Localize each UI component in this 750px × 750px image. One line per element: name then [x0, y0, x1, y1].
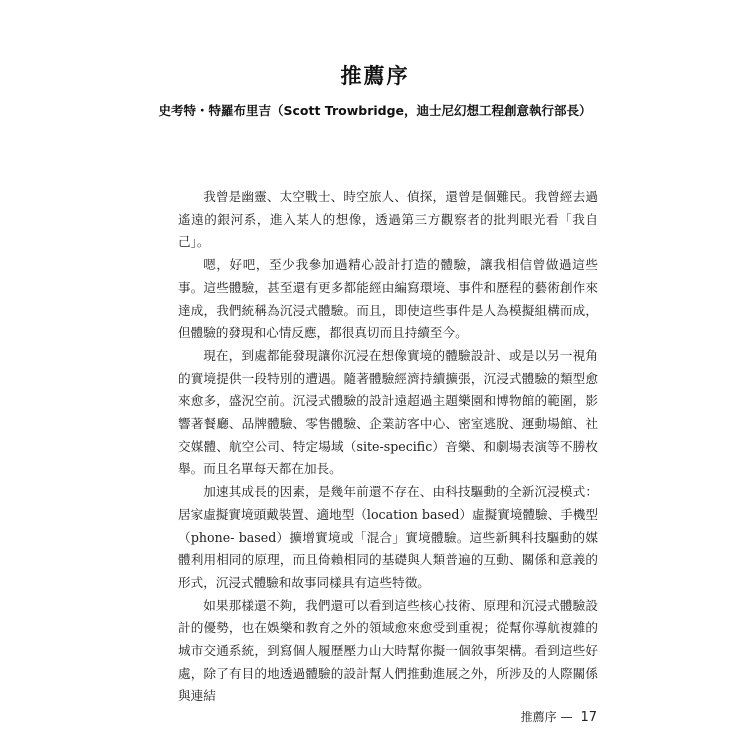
running-head: 推薦序 — — [520, 710, 573, 724]
page-footer — [521, 708, 597, 725]
paragraph-2: 嗯，好吧，至少我參加過精心設計打造的體驗，讓我相信曾做過這些事。這些體驗，甚至還有更多都能經由編寫環境、事件和歷程的藝術創作來達成，我們統稱為沉浸式體驗。而且，即使這些事件是人為模擬組構而成，但體驗的發現和心情反應，都很真切而且持續至今。 — [178, 257, 598, 341]
author-byline: 史考特・特羅布里吉（Scott Trowbridge，迪士尼幻想工程創意執行部長） — [158, 103, 592, 118]
body-text — [178, 186, 598, 708]
page-number: 17 — [580, 710, 597, 725]
paragraph-1: 我曾是幽靈、太空戰士、時空旅人、偵探，還曾是個難民。我曾經去過遙遠的銀河系，進入某人的想像，透過第三方觀察者的批判眼光看「我自己」。 — [178, 189, 598, 250]
paragraph-5: 如果那樣還不夠，我們還可以看到這些核心技術、原理和沉浸式體驗設計的優勢，也在娛樂和教育之外的領域愈來愈受到重視；從幫你導航複雜的城市交通系統，到寫個人履歷壓力山大時幫你擬一個敘事架構。看到這些好處，除了有目的地透過體驗的設計幫人們推動進展之外，所涉及的人際關係與連結 — [178, 597, 598, 704]
paragraph-3: 現在，到處都能發現讓你沉浸在想像實境的體驗設計、或是以另一視角的實境提供一段特別的遭遇。隨著體驗經濟持續擴張，沉浸式體驗的類型愈來愈多，盛況空前。沉浸式體驗的設計遠超過主題樂園和博物館的範圍，影響著餐廳、品牌體驗、零售體驗、企業訪客中心、密室逃脫、運動場館、社交媒體、航空公司、特定場域（site-specific）音樂、和劇場表演等不勝枚舉。而且名單每天都在加長。 — [178, 347, 598, 477]
paragraph-4: 加速其成長的因素，是幾年前還不存在、由科技驅動的全新沉浸模式：居家虛擬實境頭戴裝置、適地型（location based）虛擬實境體驗、手機型（phone- based）擴增實境或「混合」實境體驗。這些新興科技驅動的媒體利用相同的原理，而且倚賴相同的基礎與人類普遍的互動、關係和意義的形式，沉浸式體驗和故事同樣具有這些特徵。 — [178, 484, 598, 590]
page-title: 推薦序 — [340, 64, 410, 88]
